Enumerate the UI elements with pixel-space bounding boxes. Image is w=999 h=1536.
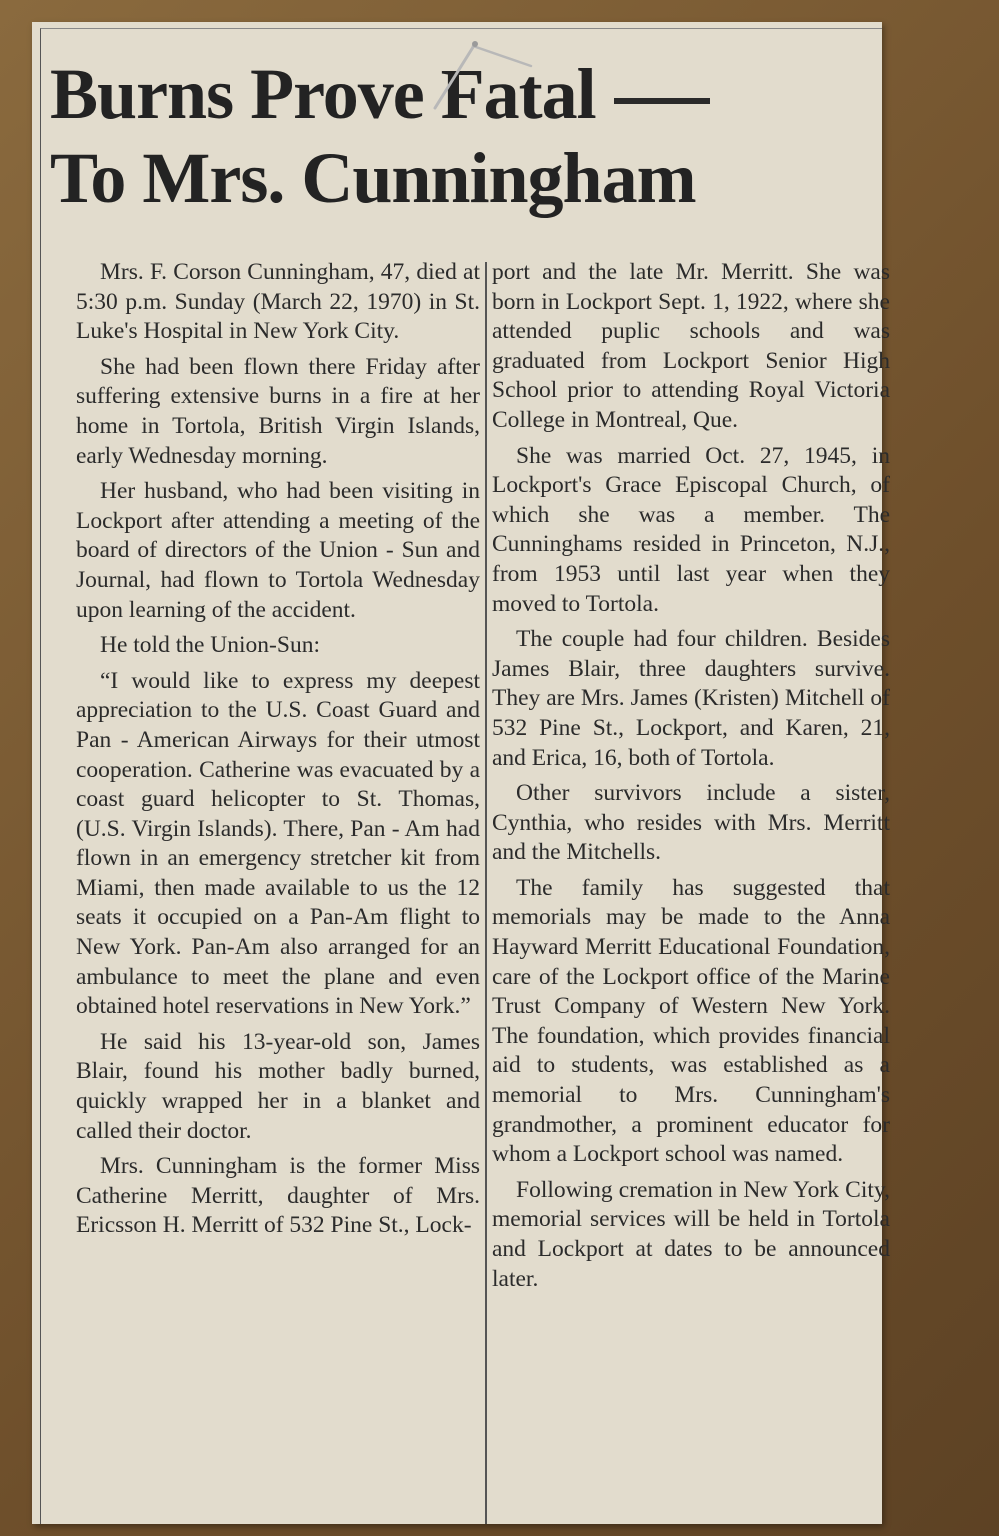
headline-dash xyxy=(614,98,710,104)
article-right-column xyxy=(492,258,890,1300)
paragraph-6: He said his 13-year-old son, James Blair, found his mother badly burned, quickly wrapped her in a blanket and called their doctor. xyxy=(76,1028,480,1144)
paragraph-8: She was married Oct. 27, 1945, in Lockport's Grace Episcopal Church, of which she was a member. The Cunninghams resided in Princeton, N.J., from 1953 until last year when they moved to Tortola. xyxy=(492,442,890,617)
newspaper-clipping xyxy=(32,22,890,1524)
article-left-column xyxy=(76,258,480,1247)
headline-line-2: To Mrs. Cunningham xyxy=(50,138,696,218)
paragraph-12: Following cremation in New York City, memorial services will be held in Tortola and Lockport at dates to be announced later. xyxy=(492,1176,890,1292)
column-divider xyxy=(485,262,487,1524)
paragraph-3: Her husband, who had been visiting in Lockport after attending a meeting of the board of directors of the Union - Sun and Journal, had flown to Tortola Wednesday upon learning of the accident. xyxy=(76,478,480,623)
paragraph-1: Mrs. F. Corson Cunningham, 47, died at 5:30 p.m. Sunday (March 22, 1970) in St. Luke's Hospital in New York City. xyxy=(76,259,480,345)
headline-line-1: Burns Prove Fatal xyxy=(50,54,596,134)
paragraph-7: Mrs. Cunningham is the former Miss Catherine Merritt, daughter of Mrs. Ericsson H. Merritt of 532 Pine St., Lock- xyxy=(76,1153,480,1239)
paragraph-7-continuation: port and the late Mr. Merritt. She was born in Lockport Sept. 1, 1922, where she attended puplic schools and was graduated from Lockport Senior High School prior to attending Royal Victoria College in Montreal, Que. xyxy=(492,259,890,433)
paragraph-4: He told the Union-Sun: xyxy=(100,632,320,659)
paragraph-9: The couple had four children. Besides James Blair, three daughters survive. They are Mrs. James (Kristen) Mitchell of 532 Pine St., Lockport, and Karen, 21, and Erica, 16, both of Tortola. xyxy=(492,626,890,771)
paragraph-2: She had been flown there Friday after suffering extensive burns in a fire at her home in Tortola, British Virgin Islands, early Wednesday morning. xyxy=(76,353,480,469)
paragraph-5-quote: “I would like to express my deepest appreciation to the U.S. Coast Guard and Pan - American Airways for their utmost cooperation. Catherine was evacuated by a coast guard helicopter to St. Thomas, (U.S. Virgin Islands). There, Pan - Am had flown in an emergency stretcher kit from Miami, then made available to us the 12 seats it occupied on a Pan-Am flight to New York. Pan-Am also arranged for an ambulance to meet the plane and even obtained hotel reservations in New York.” xyxy=(76,667,480,1020)
paragraph-11: The family has suggested that memorials may be made to the Anna Hayward Merritt Educational Foundation, care of the Lockport office of the Marine Trust Company of Western New York. The foundation, which provides financial aid to students, was established as a memorial to Mrs. Cunningham's grandmother, a prominent educator for whom a Lockport school was named. xyxy=(492,874,890,1168)
paragraph-10: Other survivors include a sister, Cynthia, who resides with Mrs. Merritt and the Mitchells. xyxy=(492,780,890,866)
straight-pin-icon xyxy=(427,40,537,112)
